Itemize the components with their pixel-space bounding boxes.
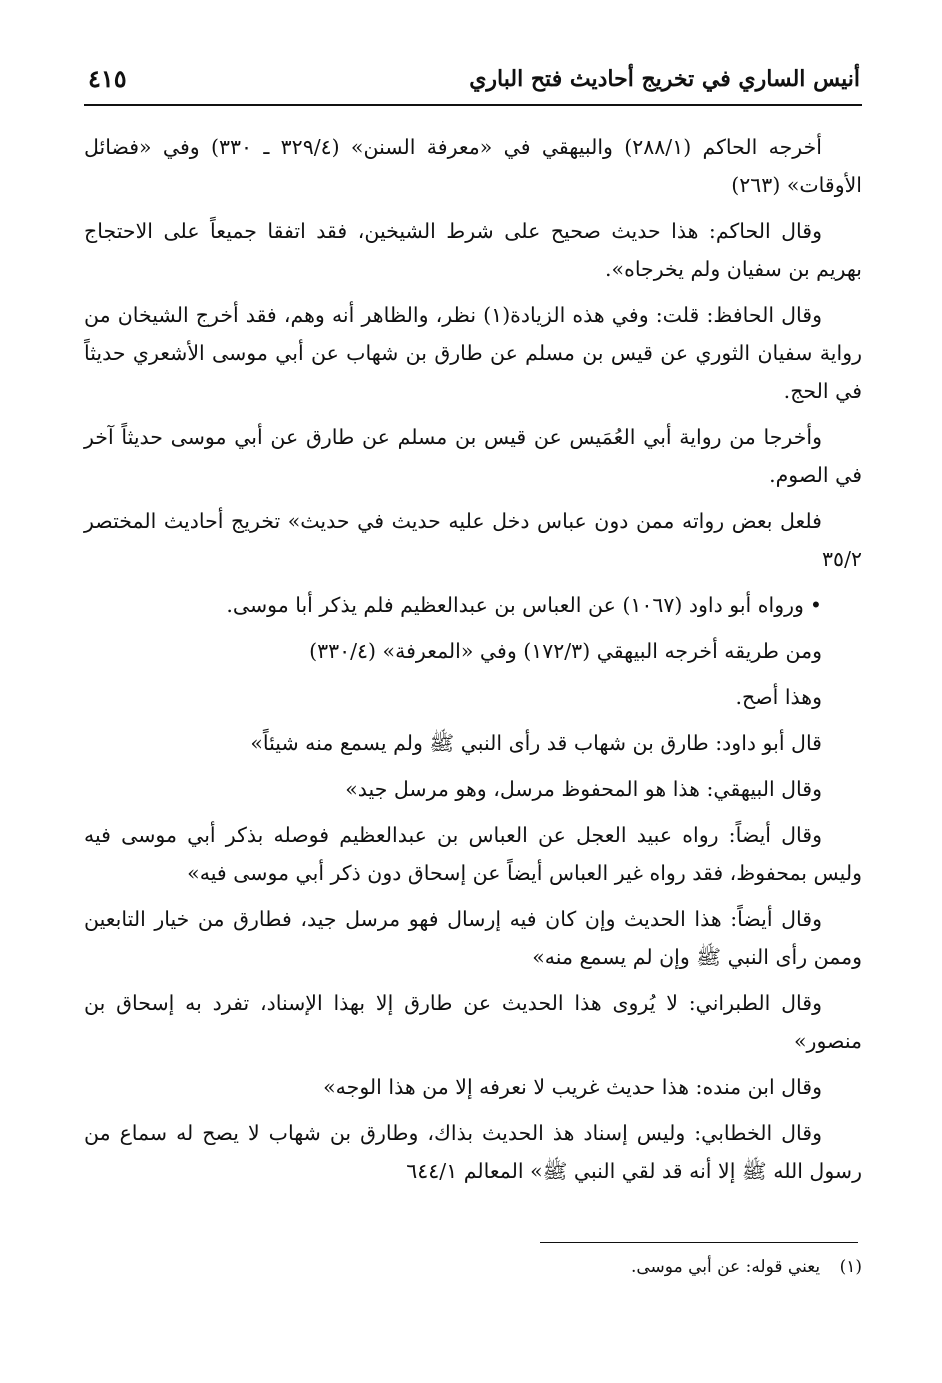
paragraph: وقال الحاكم: هذا حديث صحيح على شرط الشيخين، فقد اتفقا جميعاً على الاحتجاج بهريم بن سفيان ولم يخرجاه».	[84, 219, 862, 281]
footnote-text: يعني قوله: عن أبي موسى.	[630, 1257, 821, 1277]
bullet-paragraph	[84, 586, 862, 624]
page-number: ٤١٥	[88, 64, 127, 93]
paragraph: فلعل بعض رواته ممن دون عباس دخل عليه حديث في حديث» تخريج أحاديث المختصر ٣٥/٢	[84, 509, 862, 571]
paragraph: أخرجه الحاكم (٢٨٨/١) والبيهقي في «معرفة السنن» (٣٢٩/٤ ـ ٣٣٠) وفي «فضائل الأوقات» (٢٦٣)	[84, 135, 862, 197]
paragraph: وقال البيهقي: هذا هو المحفوظ مرسل، وهو مرسل جيد»	[345, 777, 822, 801]
paragraph: وقال الحافظ: قلت: وفي هذه الزيادة(١) نظر، والظاهر أنه وهم، فقد أخرج الشيخان من رواية سفيان الثوري عن قيس بن مسلم عن طارق بن شهاب عن أبي موسى الأشعري حديثاً في الحج.	[84, 303, 862, 403]
paragraph: وقال الطبراني: لا يُروى هذا الحديث عن طارق إلا بهذا الإسناد، تفرد به إسحاق بن منصور»	[84, 991, 862, 1053]
bullet-icon: •	[809, 593, 822, 617]
paragraph: وقال ابن منده: هذا حديث غريب لا نعرفه إلا من هذا الوجه»	[323, 1075, 822, 1099]
paragraph: وأخرجا من رواية أبي العُمَيس عن قيس بن مسلم عن طارق عن أبي موسى حديثاً آخر في الصوم.	[84, 425, 862, 487]
paragraph: وهذا أصح.	[735, 685, 822, 709]
paragraph: ومن طريقه أخرجه البيهقي (١٧٢/٣) وفي «المعرفة» (٣٣٠/٤)	[309, 639, 822, 663]
footnote	[84, 1254, 862, 1280]
paragraph-text: ورواه أبو داود (١٠٦٧) عن العباس بن عبدالعظيم فلم يذكر أبا موسى.	[226, 593, 804, 617]
main-text	[84, 128, 862, 1198]
page-header	[84, 62, 862, 106]
paragraph: وقال أيضاً: هذا الحديث وإن كان فيه إرسال فهو مرسل جيد، فطارق من خيار التابعين وممن رأى النبي ﷺ وإن لم يسمع منه»	[84, 907, 862, 969]
paragraph: وقال الخطابي: وليس إسناد هذ الحديث بذاك، وطارق بن شهاب لا يصح له سماع من رسول الله ﷺ إلا أنه قد لقي النبي ﷺ» المعالم ٦٤٤/١	[84, 1121, 862, 1183]
running-title: أنيس الساري في تخريج أحاديث فتح الباري	[469, 66, 860, 92]
footnote-marker: (١)	[839, 1257, 862, 1277]
paragraph: وقال أيضاً: رواه عبيد العجل عن العباس بن عبدالعظيم فوصله بذكر أبي موسى فيه وليس بمحفوظ، فقد رواه غير العباس أيضاً عن إسحاق دون ذكر أبي موسى فيه»	[84, 823, 862, 885]
footnote-divider	[540, 1242, 858, 1243]
paragraph: قال أبو داود: طارق بن شهاب قد رأى النبي ﷺ ولم يسمع منه شيئاً»	[250, 731, 822, 755]
